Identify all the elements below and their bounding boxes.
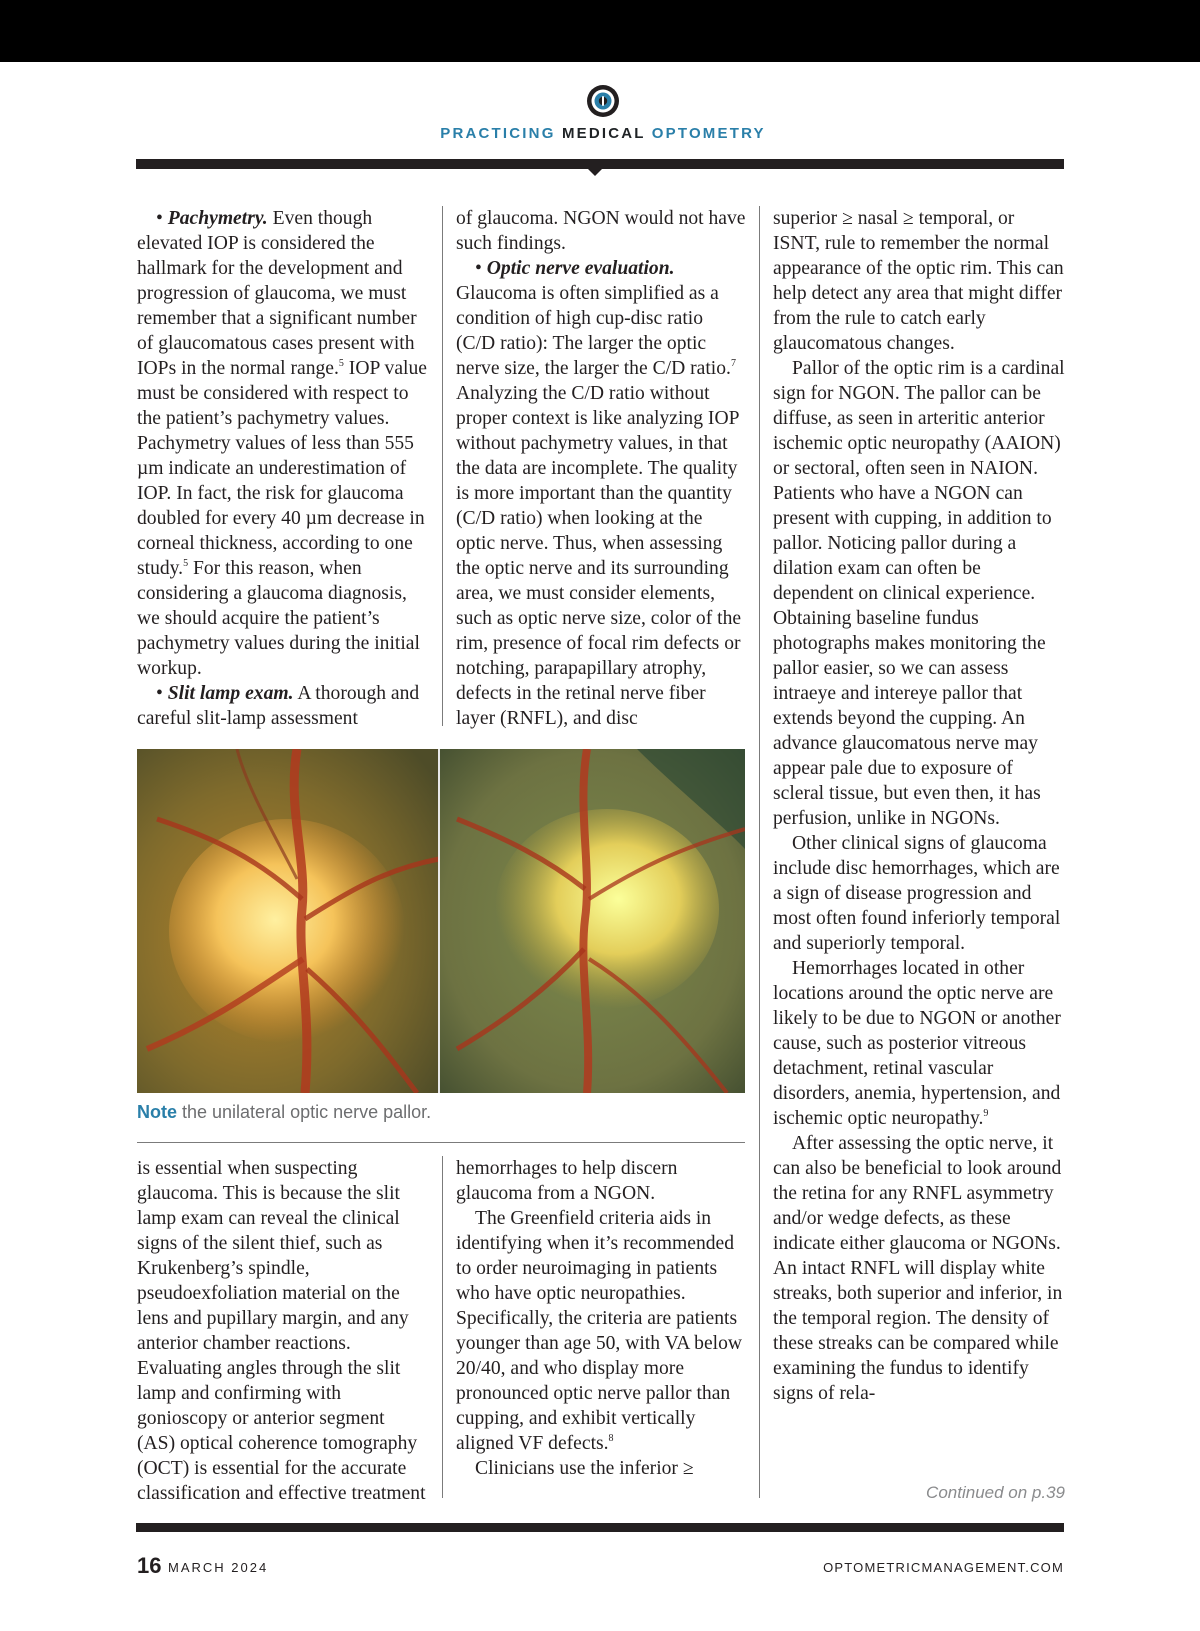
paragraph-slit-lamp-cont: is essential when suspecting glaucoma. This is because the slit lamp exam can reveal the clinical signs of the silent thief, such as Krukenberg’s spindle, pseudoexfoliation material on the lens and pupillary margin, and any anterior chamber reactions. Evaluating angles through the slit lamp and confirming with gonioscopy or anterior segment (AS) optical coherence tomography (OCT) is essential for the accurate classification and effective treatment	[137, 1158, 426, 1504]
subhead-optic-nerve: Optic nerve evaluation.	[486, 258, 675, 279]
header-rule-notch	[586, 167, 604, 176]
section-title-part-1: PRACTICING	[440, 125, 562, 142]
column-divider-2	[759, 206, 760, 1498]
section-title	[0, 125, 1200, 142]
column-2-top	[456, 206, 746, 731]
paragraph-slit-lamp: • Slit lamp exam. A thorough and careful slit-lamp assessment	[137, 683, 420, 729]
section-title-part-3: OPTOMETRY	[645, 125, 766, 142]
footer-rule	[136, 1523, 1064, 1532]
website-url: OPTOMETRICMANAGEMENT.COM	[823, 1560, 1064, 1575]
fundus-right-eye	[439, 749, 745, 1093]
issue-date: MARCH 2024	[168, 1560, 269, 1575]
fundus-left-eye	[137, 749, 439, 1093]
paragraph-pachymetry: • Pachymetry. Even though elevated IOP is considered the hallmark for the development and progression of glaucoma, we must remember that a significant number of glaucomatous cases present with IOPs in the normal range.$^5$ IOP value must be considered with respect to the patient’s pachymetry values. Pachymetry values of less than 555 µm indicate an underestimation of IOP. In fact, the risk for glaucoma doubled for every 40 µm decrease in corneal thickness, according to one study.$^5$ For this reason, when considering a glaucoma diagnosis, we should acquire the patient’s pachymetry values during the initial workup.	[137, 208, 427, 679]
column-3	[773, 206, 1065, 1406]
paragraph-hemorrhages: Hemorrhages located in other locations around the optic nerve are likely to be due to NGON or another cause, such as posterior vitreous detachment, retinal vascular disorders, anemia, hypertension, and ischemic optic neuropathy.$^9$	[773, 958, 1061, 1129]
eye-logo-icon	[586, 84, 620, 118]
paragraph-pallor: Pallor of the optic rim is a cardinal sign for NGON. The pallor can be diffuse, as seen in arteritic anterior ischemic optic neuropathy (AAION) or sectoral, often seen in NAION. Patients who have a NGON can present with cupping, in addition to pallor. Noticing pallor during a dilation exam can often be dependent on clinical experience. Obtaining baseline fundus photographs makes monitoring the pallor easier, so we can assess intraeye and intereye pallor that extends beyond the cupping. An advance glaucomatous nerve may appear pale due to exposure of scleral tissue, but even then, it has perfusion, unlike in NGONs.	[773, 358, 1065, 829]
caption-rule	[137, 1142, 745, 1143]
column-1-top	[137, 206, 427, 731]
caption-text: the unilateral optic nerve pallor.	[177, 1102, 432, 1122]
continued-note: Continued on p.39	[926, 1483, 1065, 1502]
column-2-bottom	[456, 1156, 746, 1481]
section-title-part-2: MEDICAL	[561, 125, 646, 142]
column-divider-1-top	[442, 206, 443, 726]
paragraph-greenfield: The Greenfield criteria aids in identifying when it’s recommended to order neuroimaging in patients who have optic neuropathies. Specifically, the criteria are patients younger than age 50, with VA below 20/40, and who display more pronounced optic nerve pallor than cupping, and exhibit vertically aligned VF defects.$^8$	[456, 1208, 743, 1454]
column-1-bottom	[137, 1156, 427, 1506]
paragraph-isnt: superior ≥ nasal ≥ temporal, or ISNT, rule to remember the normal appearance of the optic rim. This can help detect any area that might differ from the rule to catch early glaucomatous changes.	[773, 208, 1064, 354]
paragraph-clinicians: Clinicians use the inferior ≥	[475, 1458, 694, 1479]
paragraph-ngon-findings: of glaucoma. NGON would not have such findings.	[456, 208, 746, 254]
top-black-band	[0, 0, 1200, 62]
fundus-photo-pair	[137, 749, 745, 1093]
column-divider-1-bottom	[442, 1156, 443, 1498]
figure-caption	[137, 1102, 745, 1123]
subhead-slit-lamp: Slit lamp exam.	[167, 683, 294, 704]
paragraph-optic-nerve: • Optic nerve evaluation. Glaucoma is often simplified as a condition of high cup-disc ratio (C/D ratio): The larger the optic nerve size, the larger the C/D ratio.$^7$ Analyzing the C/D ratio without proper context is like analyzing IOP without pachymetry values, in that the data are incomplete. The quality is more important than the quantity (C/D ratio) when looking at the optic nerve. Thus, when assessing the optic nerve and its surrounding area, we must consider elements, such as optic nerve size, color of the rim, presence of focal rim defects or notching, parapapillary atrophy, defects in the retinal nerve fiber layer (RNFL), and disc	[456, 258, 742, 729]
subhead-pachymetry: Pachymetry.	[167, 208, 268, 229]
paragraph-rnfl: After assessing the optic nerve, it can also be beneficial to look around the retina for any RNFL asymmetry and/or wedge defects, as these indicate either glaucoma or NGONs. An intact RNFL will display white streaks, both superior and inferior, in the temporal region. The density of these streaks can be compared while examining the fundus to identify signs of rela-	[773, 1133, 1063, 1404]
page-number: 16	[137, 1553, 162, 1578]
caption-lead: Note	[137, 1102, 177, 1122]
paragraph-hemorrhages-discern: hemorrhages to help discern glaucoma from a NGON.	[456, 1158, 678, 1204]
paragraph-other-signs: Other clinical signs of glaucoma include disc hemorrhages, which are a sign of disease progression and most often found inferiorly temporal and superiorly temporal.	[773, 833, 1061, 954]
